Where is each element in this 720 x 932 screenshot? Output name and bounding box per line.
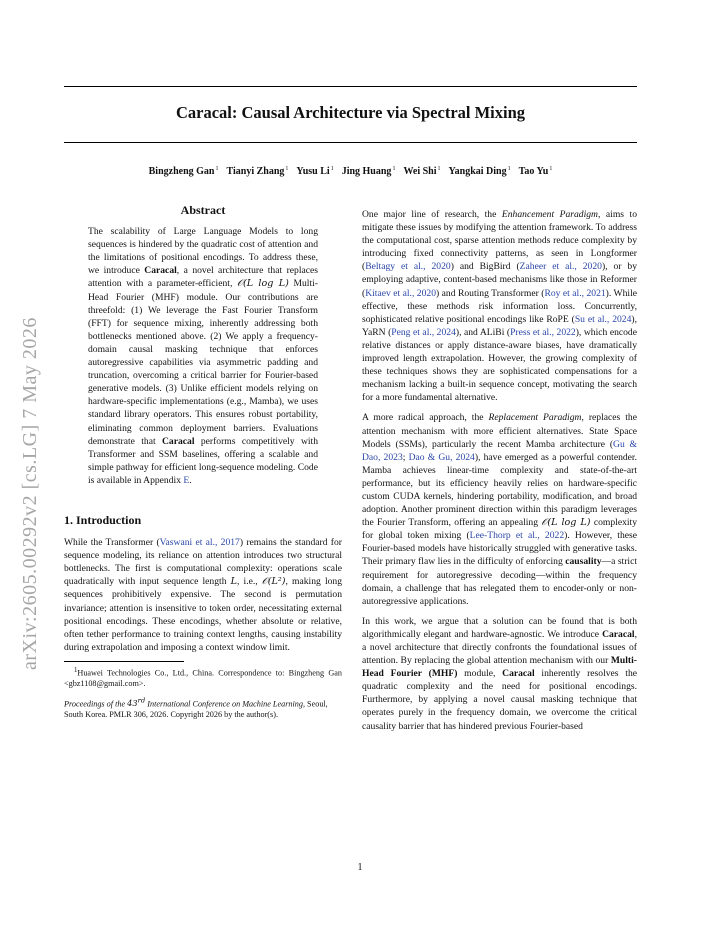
abstract-body: [88, 225, 318, 487]
paragraph-this-work: [362, 615, 637, 733]
citation-link[interactable]: Gu & Dao, 2023: [362, 438, 637, 463]
author-label: Tianyi Zhang: [226, 166, 285, 177]
abstract-text: performs competitively with Transformer and SSM baselines, offering a scalable and simple pathway for efficient long-sequence modeling. Code is available in Appendix: [88, 435, 318, 486]
author-label: Yangkai Ding: [448, 166, 507, 177]
introduction-paragraph: [64, 536, 342, 654]
body-text: In this work, we argue that a solution can be found that is both algorithmically elegant and hardware-agnostic. We introduce: [362, 615, 637, 640]
citation-link[interactable]: Su et al., 2024: [574, 313, 632, 325]
body-text: ) and Routing Transformer (: [436, 287, 545, 299]
author-name: [519, 166, 553, 177]
body-text: module,: [457, 668, 503, 680]
body-text: ), have emerged as a powerful contender. Mamba achieves linear-time complexity and state-of-the-art performance, but its efficiency heavily relies on hardware-specific custom CUDA kernels, hindering portability, modification, and broad adoption. Another prominent direction within this paradigm leverages the Fourier Transform, offering an appealing: [362, 451, 637, 529]
title-rule-top: [64, 86, 637, 87]
body-text: ) and BigBird (: [450, 261, 520, 273]
body-text: ). While effective, these methods risk information loss. Concurrently, sophisticated relative positional encodings like RoPE (: [362, 287, 637, 325]
author-label: Jing Huang: [341, 166, 392, 177]
citation-link[interactable]: Vaswani et al., 2017: [159, 537, 240, 549]
author-name: [149, 166, 219, 177]
intro-text: ) remains the standard for sequence modeling, its reliance on attention introduces two structural bottlenecks. The first is computational complexity: operations scale quadratically with input sequence length: [64, 537, 342, 588]
intro-text: , making long sequences prohibitively expensive. The second is permutation invariance; attention is insensitive to token order, necessitating external positional encodings. These encodings, whether absolute or relative, often tether performance to training context lengths, causing instability during extrapolation and imposing a context window limit.: [64, 576, 342, 653]
citation-link[interactable]: Peng et al., 2024: [391, 326, 456, 338]
emphasis: Replacement Paradigm: [488, 412, 582, 424]
intro-text: While the Transformer (: [64, 537, 160, 549]
module-name: Multi-Head Fourier (MHF): [362, 655, 637, 680]
citation-link[interactable]: Kitaev et al., 2020: [365, 287, 436, 299]
paragraph-replacement: [362, 411, 637, 607]
affiliation-mark: 1: [549, 166, 553, 172]
footnote-mark: 1: [74, 666, 78, 674]
abstract-complexity: 𝒪(L log L): [236, 278, 289, 290]
abstract-text: .: [189, 474, 192, 486]
author-name: [342, 166, 396, 177]
body-text: ). However, these Fourier-based models have historically struggled with generative tasks. Their primary flaw lies in the difficulty of enforcing: [362, 530, 638, 568]
body-text: ), or by employing adaptive, content-based mechanisms like those in Reformer (: [362, 261, 638, 299]
left-column: [64, 204, 342, 720]
appendix-link[interactable]: E: [183, 474, 190, 486]
emphasis-bold: causality: [565, 556, 602, 568]
author-label: Wei Shi: [403, 166, 437, 177]
citation-link[interactable]: Press et al., 2022: [510, 326, 576, 338]
paragraph-enhancement: [362, 208, 637, 404]
affiliation-mark: 1: [285, 166, 289, 172]
footnote-text: Huawei Technologies Co., Ltd., China. Correspondence to: Bingzheng Gan <gbz1108@gmail.com>.: [64, 668, 342, 689]
affiliation-mark: 1: [507, 166, 511, 172]
citation-link[interactable]: Zaheer et al., 2020: [519, 261, 602, 273]
citation-link[interactable]: Beltagy et al., 2020: [365, 261, 451, 273]
author-name: [296, 166, 333, 177]
abstract-model-name: Caracal: [144, 265, 177, 277]
abstract-heading: Abstract: [180, 203, 226, 217]
author-name: [227, 166, 289, 177]
affiliation-footnote: [64, 666, 342, 690]
title-rule-bottom: [64, 142, 637, 143]
page-number: 1: [357, 862, 363, 873]
intro-text: , i.e.,: [237, 576, 262, 588]
proceedings-text: , Seoul, South Korea. PMLR 306, 2026. Copyright 2026 by the author(s).: [64, 699, 328, 719]
affiliation-mark: 1: [330, 166, 334, 172]
model-name: Caracal: [502, 668, 535, 680]
author-label: Bingzheng Gan: [148, 166, 215, 177]
proceedings-text: Proceedings of the: [64, 699, 128, 709]
footnote-rule: [64, 661, 184, 662]
proceedings-note: [64, 696, 342, 721]
model-name: Caracal: [602, 628, 635, 640]
author-list: [64, 166, 637, 177]
ordinal-suffix: rd: [137, 696, 146, 705]
body-text: , a novel architecture that directly confronts the foundational issues of attention. By replacing the global attention mechanism with our: [362, 628, 637, 667]
body-text: , aims to mitigate these issues by modifying the attention framework. To address the computational cost, sparse attention methods reduce complexity by introducing fixed connectivity patterns, as seen in Longformer (: [362, 209, 638, 273]
right-column: [362, 208, 637, 740]
body-text: , replaces the attention mechanism with more efficient alternatives. State Space Models (SSMs), particularly the recent Mamba architecture (: [362, 412, 637, 450]
body-text: ), YaRN (: [362, 313, 637, 338]
affiliation-mark: 1: [437, 166, 441, 172]
affiliation-mark: 1: [215, 166, 219, 172]
math-complexity: 𝒪(L log L): [541, 517, 591, 529]
emphasis: Enhancement Paradigm: [501, 209, 598, 220]
affiliation-mark: 1: [392, 166, 396, 172]
body-text: One major line of research, the: [362, 209, 502, 220]
abstract-text: Multi-Head Fourier (MHF) module. Our contributions are threefold: (1) We leverage the Fast Fourier Transform (FFT) for sequence mixing, inherently addressing both bottlenecks mentioned above. (2) We apply a frequency-domain causal masking technique that enforces autoregressive capabilities via asymmetric padding and truncation, overcoming a critical barrier for Fourier-based generative models. (3) Unlike efficient models relying on hardware-specific implementations (e.g., Mamba), we uses standard library operators. This ensures robust portability, eliminating common deployment barriers. Evaluations demonstrate that: [88, 278, 318, 447]
author-name: [449, 166, 511, 177]
body-text: inherently resolves the quadratic complexity and the need for positional encodings. Furthermore, by applying a novel causal masking technique that operates purely in the frequency domain, we overcome the critical causality barrier that has hindered previous Fourier-based: [362, 668, 638, 732]
body-text: complexity for global token mixing (: [362, 517, 638, 542]
author-name: [403, 166, 440, 177]
paper-title: Caracal: Causal Architecture via Spectral Mixing: [175, 103, 526, 122]
conference-ordinal: [127, 698, 145, 708]
citation-link[interactable]: Dao & Gu, 2024: [408, 451, 475, 463]
math-complexity: 𝒪(L²): [261, 576, 286, 588]
citation-link[interactable]: Roy et al., 2021: [544, 287, 606, 299]
abstract-text: , a novel architecture that replaces attention with a parameter-efficient,: [88, 265, 318, 290]
introduction-heading: 1. Introduction: [64, 512, 142, 527]
abstract-model-name: Caracal: [161, 435, 195, 447]
body-text: ), which encode relative distances or apply distance-aware biases, have dramatically improved length extrapolation. However, the growing complexity of these techniques shows they are sophisticated compensations for a mechanism lacking a built-in sequence concept, motivating the search for a more fundamental alternative.: [362, 326, 637, 404]
math-symbol: L: [230, 576, 237, 588]
body-text: A more radical approach, the: [362, 412, 489, 424]
author-label: Yusu Li: [296, 166, 330, 177]
body-text: —a strict requirement for autoregressive decoding—within the frequency domain, a challenge that has relegated them to encoder-only or non-autoregressive applications.: [362, 556, 638, 607]
body-text: ;: [402, 451, 409, 463]
proceedings-text: International Conference on Machine Learning: [145, 699, 303, 709]
citation-link[interactable]: Lee-Thorp et al., 2022: [469, 530, 565, 542]
arxiv-stamp: arXiv:2605.00292v2 [cs.LG] 7 May 2026: [19, 317, 41, 670]
ordinal-number: 43: [127, 698, 138, 709]
author-label: Tao Yu: [518, 166, 549, 177]
body-text: ), and ALiBi (: [455, 326, 511, 338]
abstract-text: The scalability of Large Language Models to long sequences is hindered by the quadratic cost of attention and the limitations of positional encodings. To address these, we introduce: [88, 226, 318, 277]
